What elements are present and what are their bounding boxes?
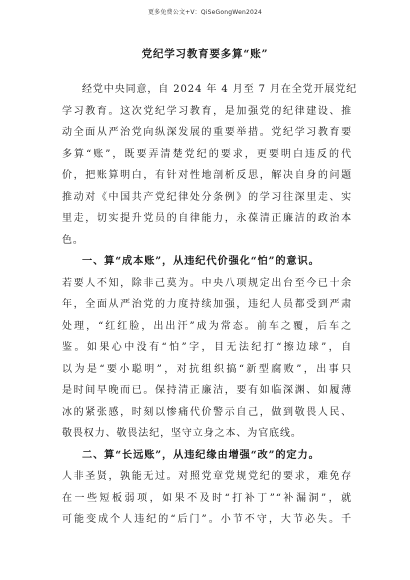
paragraph-line: 以为是“要小聪明”，对抗组织搞“新型腐败”，出事只 xyxy=(62,363,352,375)
paragraph-line: 敬畏权力、敬畏法纪，坚守立身之本、为官底线。 xyxy=(62,428,302,439)
paragraph-line: 人非圣贤，孰能无过。对照党章党规党纪的要求，难免存 xyxy=(62,471,352,482)
paragraph-line: 处理，“红红脸，出出汗”成为常态。前车之覆，后车之 xyxy=(62,320,352,332)
paragraph-line: 多算“账”，既要弄清楚党纪的要求，更要明白违反的代 xyxy=(62,148,352,160)
paragraph-line: 里走，切实提升党员的自律能力，永葆清正廉洁的政治本 xyxy=(62,213,352,224)
paragraph-line: 若要人不知，除非己莫为。中央八项规定出台至今已十余 xyxy=(62,277,352,289)
paragraph-line: 动全面从严治党向纵深发展的重要举措。党纪学习教育要 xyxy=(62,127,352,138)
header-note: 更多免费公文+V：QiSeGongWen2024 xyxy=(147,9,263,16)
document-body xyxy=(62,79,358,531)
paragraph-line: 学习教育。这次党纪学习教育，是加强党的纪律建设、推 xyxy=(62,105,352,117)
paragraph-line: 可能变成个人违纪的“后门”。小节不守，大节必失。千 xyxy=(62,514,352,525)
paragraph-line: 冰的紧张感，时刻以惨痛代价警示自己，做到敬畏人民、 xyxy=(62,406,352,418)
section-heading-1: 一、算“成本账”，从违纪代价强化“怕”的意识。 xyxy=(82,255,320,267)
paragraph-line: 价，把账算明白，有针对性地剖析反思，解决自身的问题 xyxy=(62,170,352,181)
paragraph-line: 经党中央同意，自 2024 年 4 月至 7 月在全党开展党纪 xyxy=(82,84,358,95)
document-title: 党纪学习教育要多算“账” xyxy=(141,48,269,60)
paragraph-line: 色。 xyxy=(62,234,84,246)
paragraph-line: 年，全面从严治党的力度持续加强，违纪人员都受到严肃 xyxy=(62,299,352,310)
paragraph-line: 鉴。如果心中没有“怕”字，目无法纪打“擦边球”，自 xyxy=(62,342,352,353)
paragraph-line: 是时间早晚而已。保持清正廉洁，要有如临深渊、如履薄 xyxy=(62,385,352,396)
paragraph-line: 在一些短板弱项，如果不及时“打补丁”“补漏洞”，就 xyxy=(62,492,352,504)
paragraph-line: 推动对《中国共产党纪律处分条例》的学习往深里走、实 xyxy=(62,191,352,203)
section-heading-2: 二、算“长远账”，从违纪缘由增强“改”的定力。 xyxy=(82,448,320,461)
